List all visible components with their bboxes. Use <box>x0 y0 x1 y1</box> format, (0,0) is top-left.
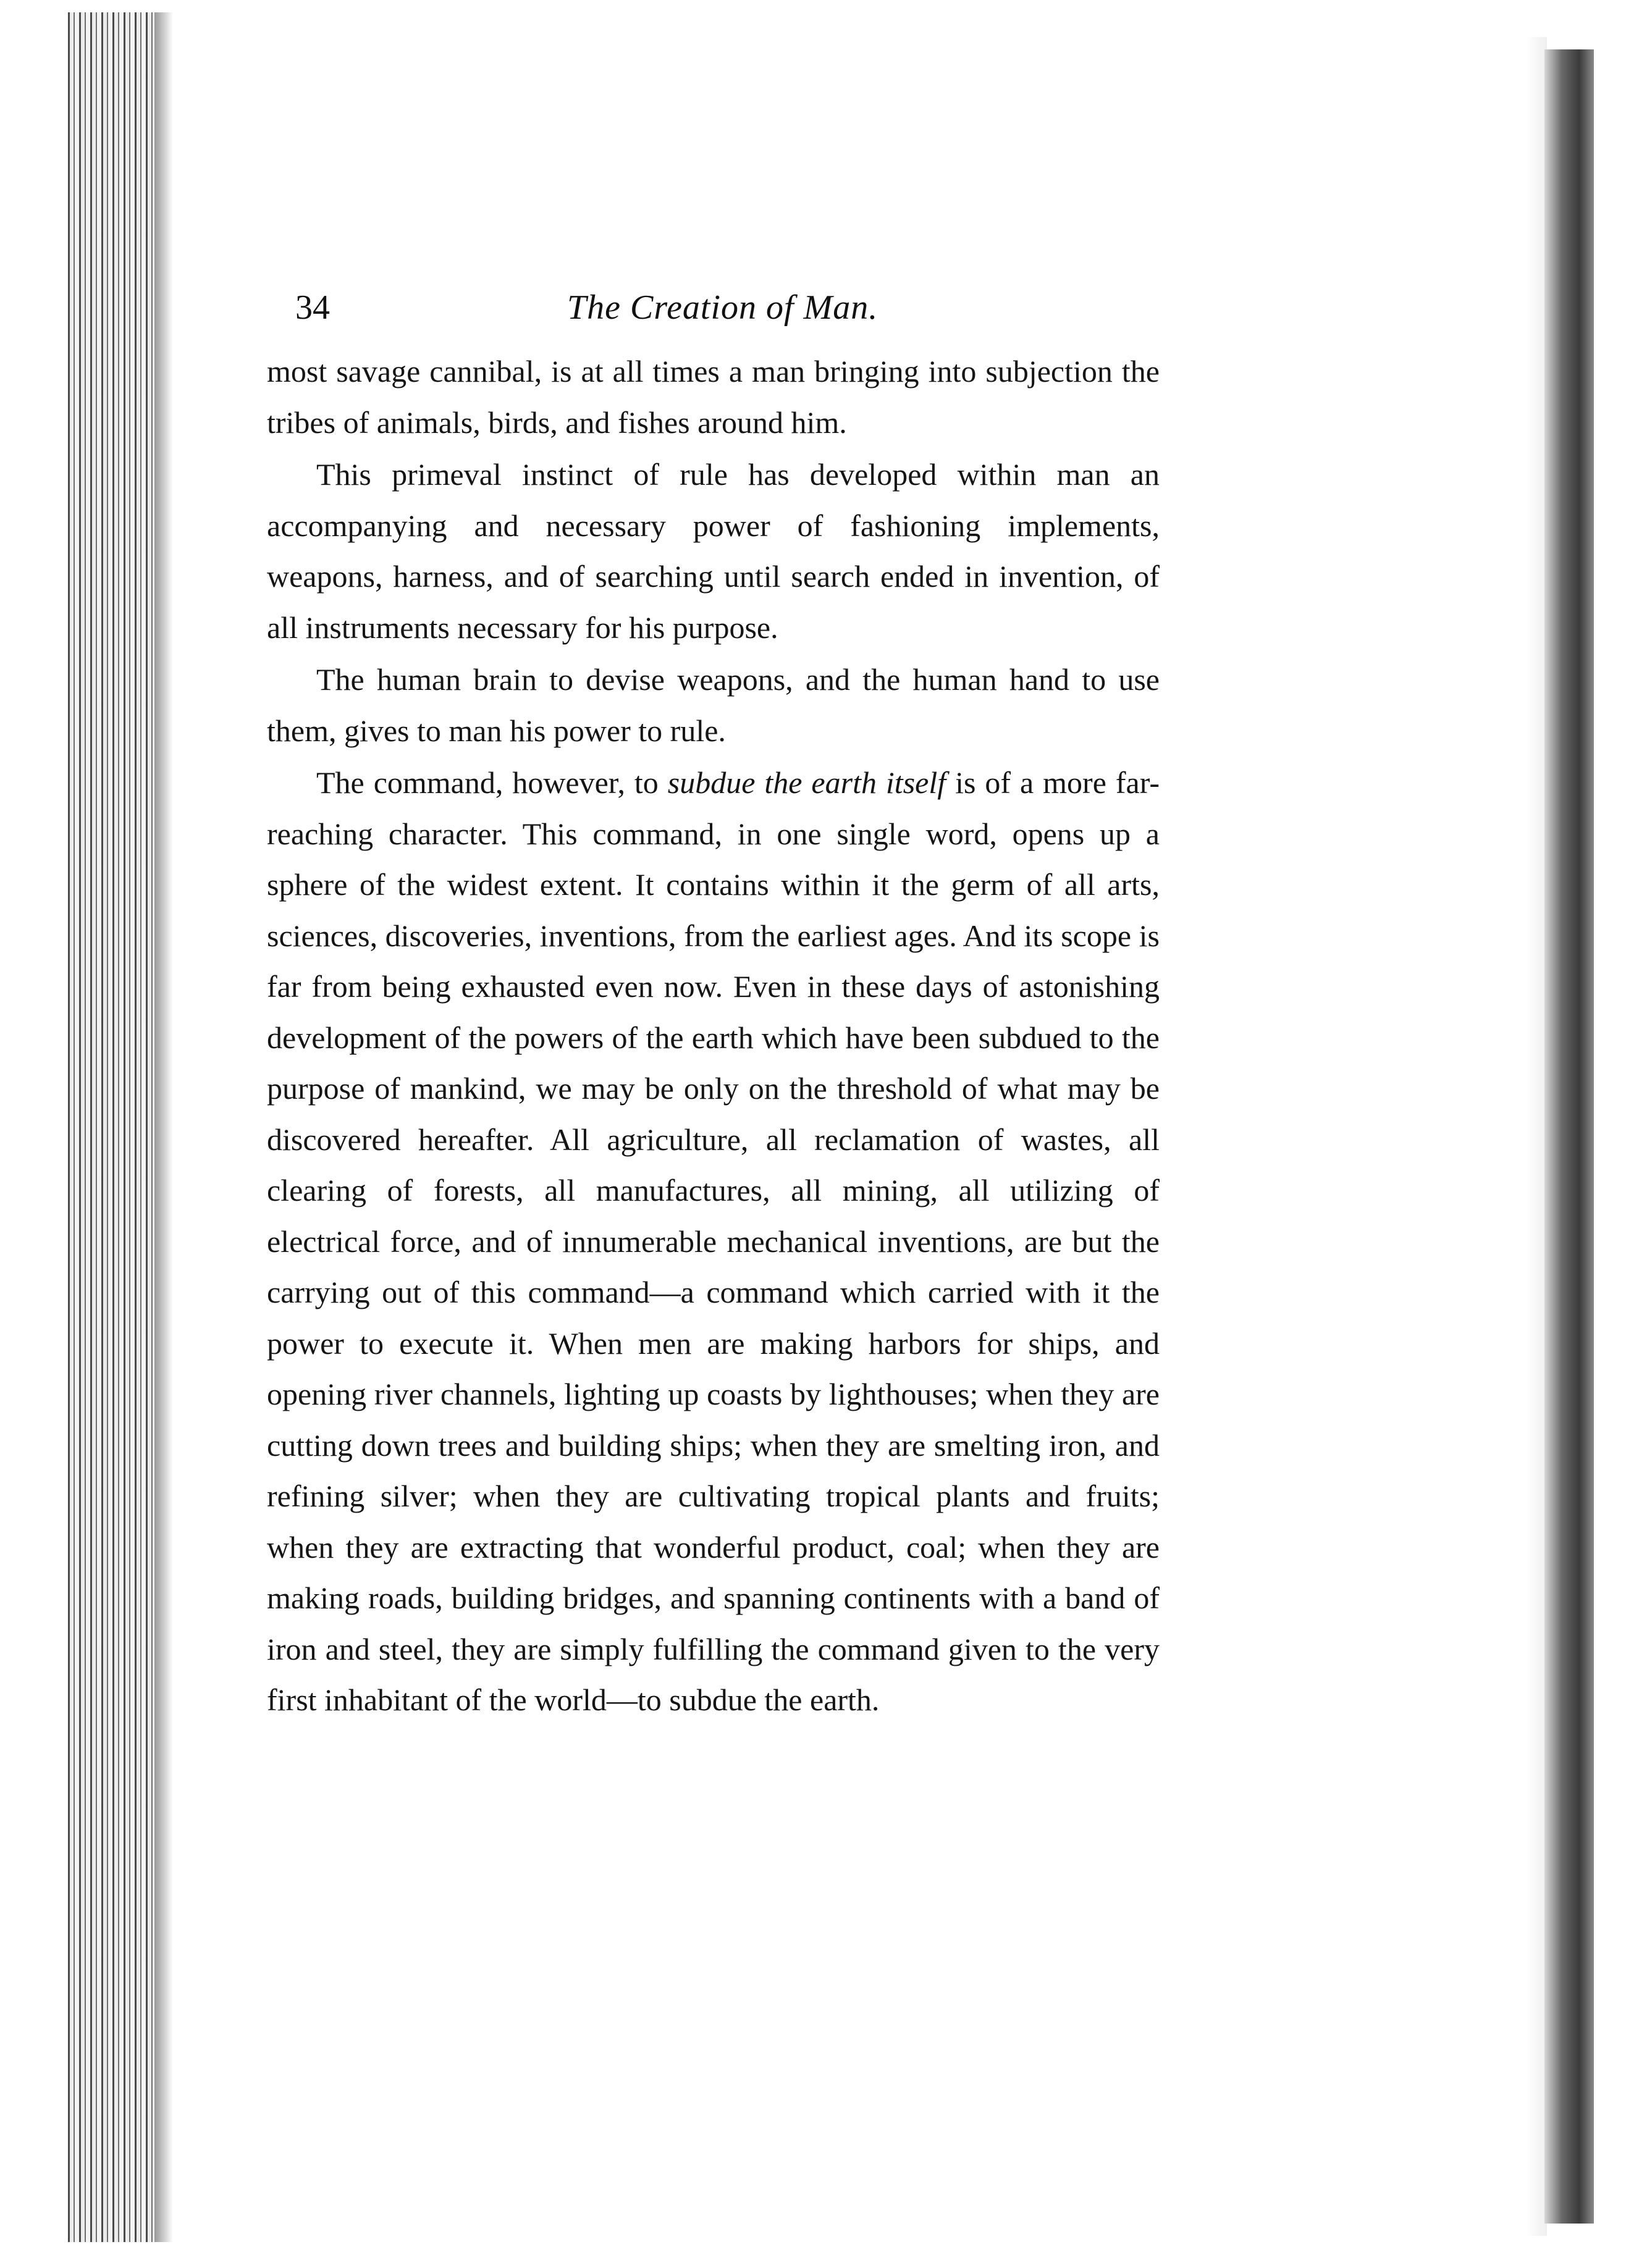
right-binding-edge <box>1544 49 1594 2224</box>
paragraph-3: The human brain to devise weapons, and the human hand to use them, gives to man his power to rule. <box>267 662 1160 748</box>
paragraph-4-lead: The command, however, to <box>316 765 668 800</box>
paragraph-1: most savage cannibal, is at all times a man bringing into subjection the tribes of animals, birds, and fishes around him. <box>267 354 1160 440</box>
paragraph-4-rest: is of a more far-reaching character. This command, in one single word, opens up a sphere of the widest extent. It contains within it the germ of all arts, sciences, discoveries, inventions, from the earliest ages. And its scope is far from being exhausted even now. Even in these days of astonishing development of the powers of the earth which have been subdued to the purpose of mankind, we may be only on the threshold of what may be discovered hereafter. All agriculture, all reclamation of wastes, all clearing of forests, all manufactures, all mining, all utilizing of electrical force, and of innumerable mechanical inventions, are but the carrying out of this command—a command which carried with it the power to execute it. When men are making harbors for ships, and opening river channels, lighting up coasts by lighthouses; when they are cutting down trees and building ships; when they are smelting iron, and refining silver; when they are cultivating tropical plants and fruits; when they are extracting that wonderful product, coal; when they are making roads, building bridges, and spanning continents with a band of iron and steel, they are simply fulfilling the command given to the very first inhabitant of the world—to subdue the earth. <box>267 765 1160 1717</box>
right-page-margin <box>1526 37 1547 2236</box>
paragraph-4-emphasis: subdue the earth itself <box>667 765 946 800</box>
page-header <box>295 283 1074 332</box>
running-title: The Creation of Man. <box>567 288 878 327</box>
page-number: 34 <box>295 288 330 327</box>
paragraph-2: This primeval instinct of rule has developed within man an accompanying and necessary power of fashioning implements, weapons, harness, and of searching until search ended in invention, of all instruments necessary for his purpose. <box>267 457 1160 645</box>
gutter-shadow <box>154 12 173 2242</box>
paragraph-4 <box>267 757 1160 1726</box>
body-text <box>267 346 1160 1726</box>
